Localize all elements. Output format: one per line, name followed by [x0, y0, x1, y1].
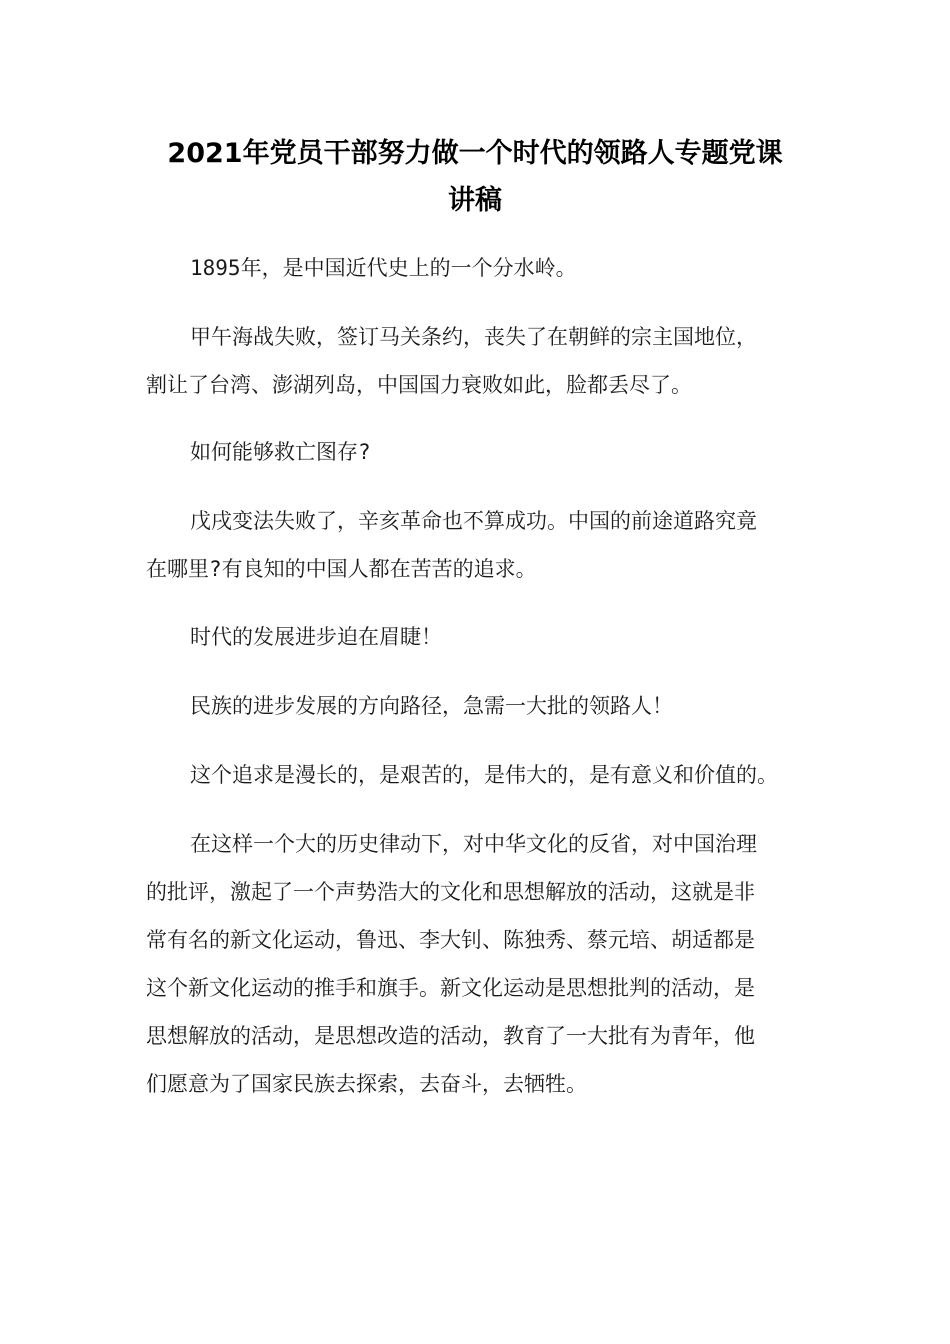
paragraph-line: 民族的进步发展的方向路径，急需一大批的领路人！	[190, 694, 673, 718]
paragraph-line: 1895年，是中国近代史上的一个分水岭。	[190, 256, 577, 280]
paragraph-2	[146, 313, 806, 409]
paragraph-3	[146, 428, 806, 476]
paragraph-8	[146, 820, 806, 1108]
paragraph-line: 时代的发展进步迫在眉睫！	[190, 625, 442, 649]
paragraph-line: 常有名的新文化运动，鲁迅、李大钊、陈独秀、蔡元培、胡适都是	[146, 928, 755, 952]
document-title-line-2: 讲稿	[448, 185, 502, 216]
paragraph-line: 在这样一个大的历史律动下，对中华文化的反省，对中国治理	[190, 832, 757, 856]
paragraph-6	[146, 682, 806, 730]
paragraph-line: 的批评，激起了一个声势浩大的文化和思想解放的活动，这就是非	[146, 880, 755, 904]
paragraph-line: 思想解放的活动，是思想改造的活动，教育了一大批有为青年，他	[146, 1024, 755, 1048]
document-title-line-1: 2021年党员干部努力做一个时代的领路人专题党课	[167, 138, 783, 169]
paragraph-line: 割让了台湾、澎湖列岛，中国国力衰败如此，脸都丢尽了。	[146, 373, 692, 397]
paragraph-4	[146, 497, 806, 593]
paragraph-1	[146, 244, 806, 292]
paragraph-line: 们愿意为了国家民族去探索，去奋斗，去牺牲。	[146, 1072, 587, 1096]
paragraph-5	[146, 613, 806, 661]
paragraph-line: 这个新文化运动的推手和旗手。新文化运动是思想批判的活动，是	[146, 976, 755, 1000]
paragraph-line: 甲午海战失败，签订马关条约，丧失了在朝鲜的宗主国地位，	[190, 325, 757, 349]
paragraph-line: 戊戌变法失败了，辛亥革命也不算成功。中国的前途道路究竟	[190, 509, 757, 533]
paragraph-7	[146, 751, 806, 799]
paragraph-line: 如何能够救亡图存?	[190, 440, 371, 464]
paragraph-line: 这个追求是漫长的，是艰苦的，是伟大的，是有意义和价值的。	[190, 763, 778, 787]
paragraph-line: 在哪里?有良知的中国人都在苦苦的追求。	[146, 557, 537, 581]
